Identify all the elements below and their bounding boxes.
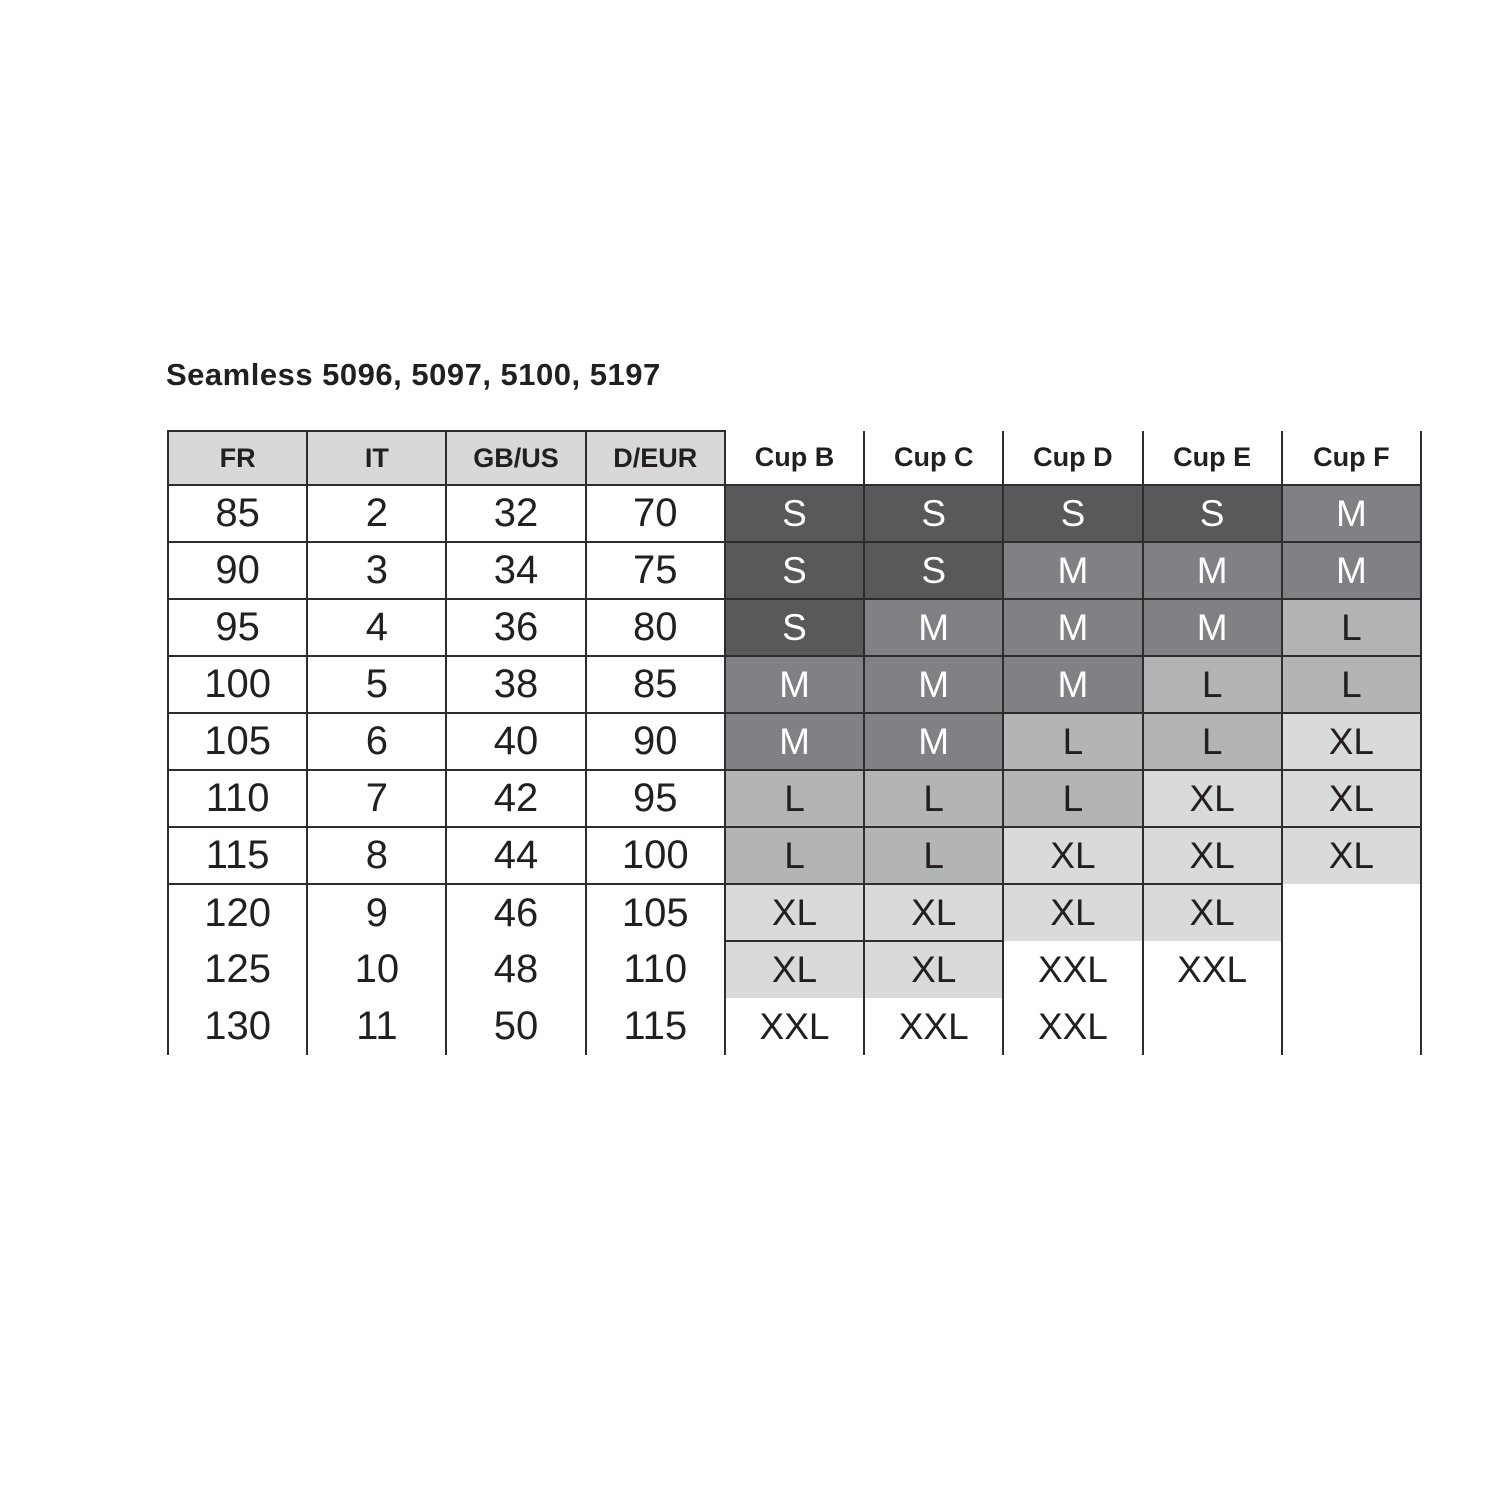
cell-90-cup-b: S <box>725 542 864 599</box>
column-header-cup-c: Cup C <box>864 431 1003 485</box>
cell-100-cup-e: L <box>1143 656 1282 713</box>
cell-100-cup-f: L <box>1282 656 1421 713</box>
cell-95-cup-e: M <box>1143 599 1282 656</box>
cell-105-cup-c: M <box>864 713 1003 770</box>
cell-115-fr: 115 <box>168 827 307 884</box>
cell-125-cup-f <box>1282 941 1421 998</box>
cell-130-cup-e <box>1143 998 1282 1055</box>
cell-85-cup-d: S <box>1003 485 1142 542</box>
cell-90-cup-d: M <box>1003 542 1142 599</box>
cell-110-fr: 110 <box>168 770 307 827</box>
cell-100-fr: 100 <box>168 656 307 713</box>
cell-115-cup-c: L <box>864 827 1003 884</box>
cell-115-cup-d: XL <box>1003 827 1142 884</box>
cell-90-fr: 90 <box>168 542 307 599</box>
cell-130-cup-f <box>1282 998 1421 1055</box>
cell-110-cup-d: L <box>1003 770 1142 827</box>
cell-85-cup-b: S <box>725 485 864 542</box>
table-body <box>168 485 1421 1055</box>
cell-115-d-eur: 100 <box>586 827 725 884</box>
column-header-gb-us: GB/US <box>446 431 585 485</box>
cell-115-gb-us: 44 <box>446 827 585 884</box>
cell-120-cup-e: XL <box>1143 884 1282 941</box>
table-row <box>168 827 1421 884</box>
table-header-row <box>168 431 1421 485</box>
table-row <box>168 542 1421 599</box>
table-row <box>168 713 1421 770</box>
cell-110-cup-f: XL <box>1282 770 1421 827</box>
cell-95-gb-us: 36 <box>446 599 585 656</box>
cell-120-d-eur: 105 <box>586 884 725 941</box>
cell-125-fr: 125 <box>168 941 307 998</box>
table-row <box>168 884 1421 941</box>
cell-130-fr: 130 <box>168 998 307 1055</box>
cell-115-cup-b: L <box>725 827 864 884</box>
cell-95-cup-c: M <box>864 599 1003 656</box>
cell-90-it: 3 <box>307 542 446 599</box>
cell-125-cup-b: XL <box>725 941 864 998</box>
cell-130-cup-d: XXL <box>1003 998 1142 1055</box>
cell-120-cup-b: XL <box>725 884 864 941</box>
cell-110-cup-b: L <box>725 770 864 827</box>
cell-110-it: 7 <box>307 770 446 827</box>
cell-90-cup-e: M <box>1143 542 1282 599</box>
column-header-cup-e: Cup E <box>1143 431 1282 485</box>
cell-105-cup-f: XL <box>1282 713 1421 770</box>
column-header-d-eur: D/EUR <box>586 431 725 485</box>
cell-120-cup-f <box>1282 884 1421 941</box>
cell-100-it: 5 <box>307 656 446 713</box>
cell-85-cup-e: S <box>1143 485 1282 542</box>
cell-95-it: 4 <box>307 599 446 656</box>
cell-105-d-eur: 90 <box>586 713 725 770</box>
cell-95-cup-f: L <box>1282 599 1421 656</box>
table-row <box>168 998 1421 1055</box>
cell-120-gb-us: 46 <box>446 884 585 941</box>
table-row <box>168 656 1421 713</box>
cell-95-cup-b: S <box>725 599 864 656</box>
cell-105-fr: 105 <box>168 713 307 770</box>
header-row <box>168 431 1421 485</box>
table-row <box>168 599 1421 656</box>
cell-110-cup-e: XL <box>1143 770 1282 827</box>
table-row <box>168 770 1421 827</box>
cell-85-d-eur: 70 <box>586 485 725 542</box>
size-chart-table <box>167 430 1422 1055</box>
cell-90-cup-f: M <box>1282 542 1421 599</box>
cell-100-cup-b: M <box>725 656 864 713</box>
cell-90-d-eur: 75 <box>586 542 725 599</box>
cell-90-gb-us: 34 <box>446 542 585 599</box>
cell-105-cup-d: L <box>1003 713 1142 770</box>
cell-110-gb-us: 42 <box>446 770 585 827</box>
cell-110-d-eur: 95 <box>586 770 725 827</box>
cell-90-cup-c: S <box>864 542 1003 599</box>
cell-105-cup-e: L <box>1143 713 1282 770</box>
column-header-it: IT <box>307 431 446 485</box>
cell-100-cup-d: M <box>1003 656 1142 713</box>
cell-95-fr: 95 <box>168 599 307 656</box>
cell-105-gb-us: 40 <box>446 713 585 770</box>
cell-125-cup-e: XXL <box>1143 941 1282 998</box>
cell-130-cup-c: XXL <box>864 998 1003 1055</box>
cell-85-cup-c: S <box>864 485 1003 542</box>
cell-130-d-eur: 115 <box>586 998 725 1055</box>
cell-130-it: 11 <box>307 998 446 1055</box>
cell-85-it: 2 <box>307 485 446 542</box>
cell-120-cup-d: XL <box>1003 884 1142 941</box>
column-header-cup-b: Cup B <box>725 431 864 485</box>
table-row <box>168 941 1421 998</box>
cell-125-cup-c: XL <box>864 941 1003 998</box>
cell-100-d-eur: 85 <box>586 656 725 713</box>
cell-125-d-eur: 110 <box>586 941 725 998</box>
cell-130-cup-b: XXL <box>725 998 864 1055</box>
cell-115-it: 8 <box>307 827 446 884</box>
chart-title: Seamless 5096, 5097, 5100, 5197 <box>166 357 661 392</box>
cell-110-cup-c: L <box>864 770 1003 827</box>
cell-130-gb-us: 50 <box>446 998 585 1055</box>
column-header-cup-f: Cup F <box>1282 431 1421 485</box>
cell-115-cup-f: XL <box>1282 827 1421 884</box>
cell-125-gb-us: 48 <box>446 941 585 998</box>
cell-105-it: 6 <box>307 713 446 770</box>
cell-85-cup-f: M <box>1282 485 1421 542</box>
cell-100-cup-c: M <box>864 656 1003 713</box>
column-header-cup-d: Cup D <box>1003 431 1142 485</box>
cell-100-gb-us: 38 <box>446 656 585 713</box>
cell-125-it: 10 <box>307 941 446 998</box>
cell-120-cup-c: XL <box>864 884 1003 941</box>
cell-125-cup-d: XXL <box>1003 941 1142 998</box>
cell-85-gb-us: 32 <box>446 485 585 542</box>
cell-85-fr: 85 <box>168 485 307 542</box>
cell-120-it: 9 <box>307 884 446 941</box>
cell-120-fr: 120 <box>168 884 307 941</box>
column-header-fr: FR <box>168 431 307 485</box>
cell-95-d-eur: 80 <box>586 599 725 656</box>
cell-95-cup-d: M <box>1003 599 1142 656</box>
table-row <box>168 485 1421 542</box>
cell-115-cup-e: XL <box>1143 827 1282 884</box>
cell-105-cup-b: M <box>725 713 864 770</box>
